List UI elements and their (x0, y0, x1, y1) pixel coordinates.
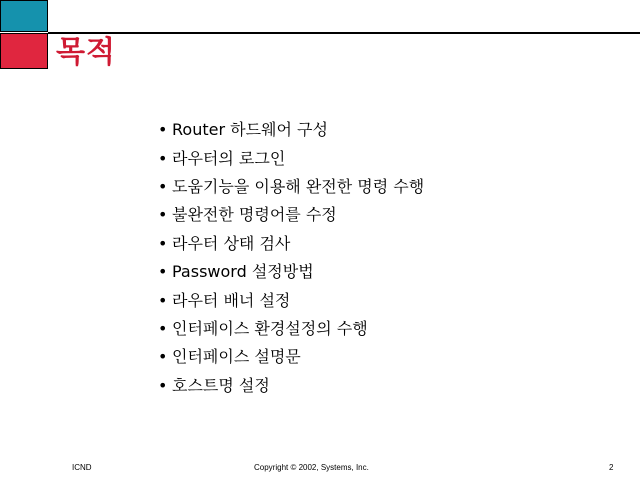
bullet-text: 불완전한 명령어를 수정 (172, 205, 337, 225)
bullet-text: Password 설정방법 (172, 262, 314, 282)
footer-copyright: Copyright © 2002, Systems, Inc. (254, 463, 369, 472)
bullet-item (158, 201, 424, 229)
bullet-text: 라우터의 로그인 (172, 148, 286, 168)
decorative-teal-square (0, 0, 48, 32)
footer-course-code: ICND (72, 463, 92, 472)
bullet-item (158, 230, 424, 258)
bullet-marker: • (158, 262, 168, 282)
bullet-item (158, 116, 424, 144)
bullet-marker: • (158, 176, 168, 196)
bullet-marker: • (158, 347, 168, 367)
bullet-text: 인터페이스 환경설정의 수행 (172, 318, 368, 338)
bullet-item (158, 258, 424, 286)
bullet-item (158, 286, 424, 314)
bullet-marker: • (158, 290, 168, 310)
bullet-item (158, 372, 424, 400)
bullet-item (158, 315, 424, 343)
bullet-item (158, 173, 424, 201)
bullet-text: 도움기능을 이용해 완전한 명령 수행 (172, 176, 425, 196)
bullet-text: Router 하드웨어 구성 (172, 120, 328, 140)
bullet-text: 호스트명 설정 (172, 375, 270, 395)
bullet-item (158, 144, 424, 172)
bullet-item (158, 343, 424, 371)
bullet-marker: • (158, 375, 168, 395)
decorative-red-square (0, 33, 48, 69)
title-rule (48, 32, 640, 34)
bullet-marker: • (158, 205, 168, 225)
bullet-list (158, 116, 424, 400)
slide-title: 목적 (56, 35, 116, 70)
bullet-marker: • (158, 318, 168, 338)
page-number: 2 (609, 463, 614, 472)
bullet-text: 라우터 상태 검사 (172, 233, 291, 253)
bullet-marker: • (158, 120, 168, 140)
bullet-text: 라우터 배너 설정 (172, 290, 291, 310)
bullet-text: 인터페이스 설명문 (172, 347, 301, 367)
bullet-marker: • (158, 148, 168, 168)
bullet-marker: • (158, 233, 168, 253)
